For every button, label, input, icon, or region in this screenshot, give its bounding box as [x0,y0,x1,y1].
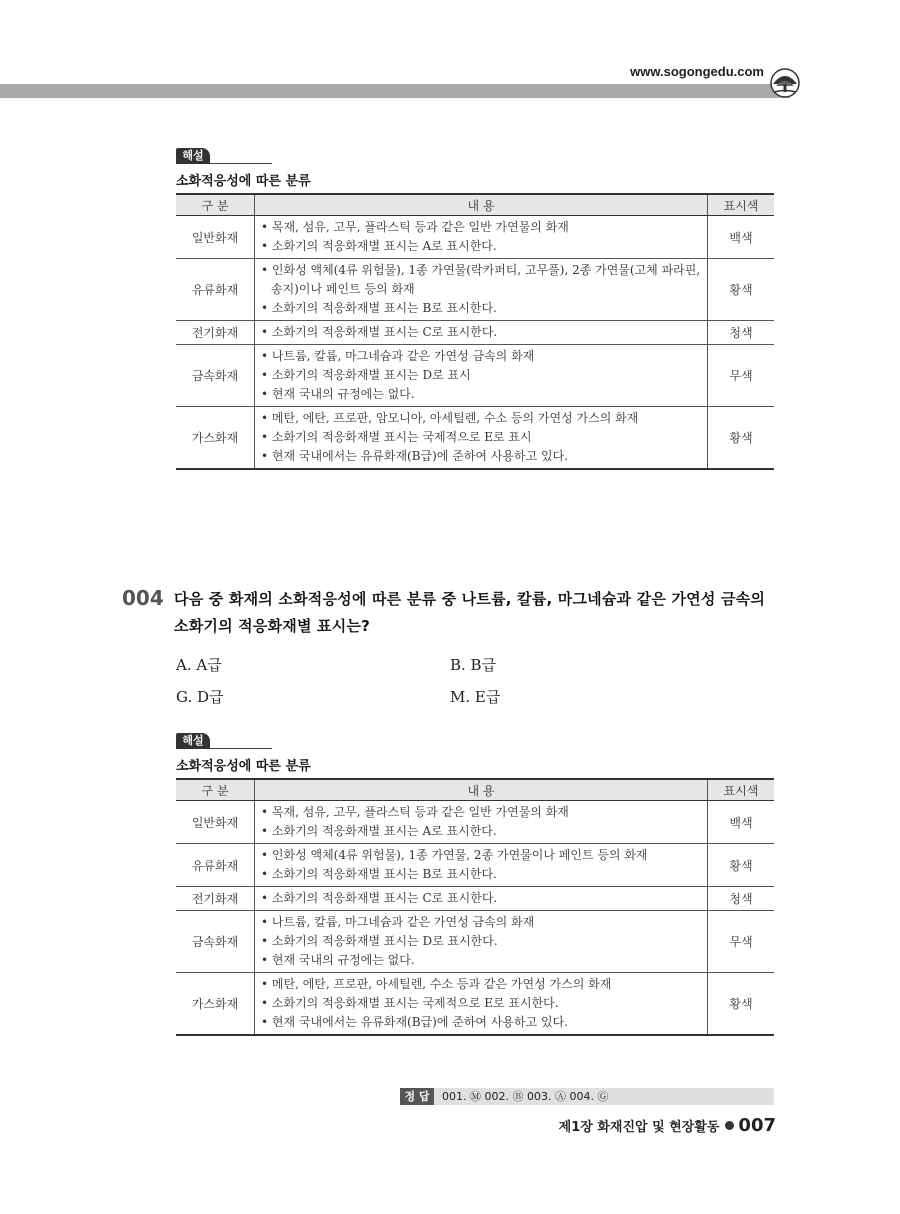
content-line: • 소화기의 적응화재별 표시는 C로 표시한다. [261,889,703,908]
row-content [255,321,708,345]
content-line: • 메탄, 에탄, 프로판, 아세틸렌, 수소 등과 같은 가연성 가스의 화재 [261,975,703,994]
row-color: 청색 [708,887,775,911]
content-line: • 나트륨, 칼륨, 마그네슘과 같은 가연성 금속의 화재 [261,347,703,366]
page-footer [559,1115,776,1136]
table-row [176,887,774,911]
content-line: • 소화기의 적응화재별 표시는 B로 표시한다. [261,299,703,318]
table-row [176,973,774,1036]
explanation-tag [176,733,272,753]
header-category: 구 분 [176,779,255,801]
row-color: 백색 [708,216,775,259]
header-bar [0,84,790,98]
content-line: • 현재 국내에서는 유류화재(B급)에 준하여 사용하고 있다. [261,1013,703,1032]
site-url: www.sogongedu.com [630,64,764,79]
row-content [255,345,708,407]
table-row [176,216,774,259]
content-line: • 현재 국내에서는 유류화재(B급)에 준하여 사용하고 있다. [261,447,703,466]
content-line: • 소화기의 적응화재별 표시는 A로 표시한다. [261,822,703,841]
tree-logo-icon [768,64,802,98]
content-line: • 소화기의 적응화재별 표시는 B로 표시한다. [261,865,703,884]
row-color: 무색 [708,345,775,407]
header-category: 구 분 [176,194,255,216]
row-category: 금속화재 [176,911,255,973]
table-row [176,911,774,973]
row-category: 가스화재 [176,407,255,470]
row-color: 백색 [708,801,775,844]
classification-table [176,778,774,1036]
row-category: 금속화재 [176,345,255,407]
header-color: 표시색 [708,779,775,801]
content-line: • 현재 국내의 규정에는 없다. [261,385,703,404]
content-line: • 나트륨, 칼륨, 마그네슘과 같은 가연성 금속의 화재 [261,913,703,932]
page-number: 007 [738,1115,776,1136]
header-color: 표시색 [708,194,775,216]
explanation-label: 해설 [176,733,210,749]
content-line: • 인화성 액체(4류 위험물), 1종 가연물, 2종 가연물이나 페인트 등의 화재 [261,846,703,865]
header-content: 내 용 [255,194,708,216]
content-line: • 현재 국내의 규정에는 없다. [261,951,703,970]
row-content [255,407,708,470]
row-category: 일반화재 [176,216,255,259]
option-m[interactable]: M. E급 [450,688,501,706]
answer-bar [400,1088,774,1105]
row-color: 황색 [708,407,775,470]
row-color: 황색 [708,844,775,887]
content-line: • 소화기의 적응화재별 표시는 C로 표시한다. [261,323,703,342]
row-category: 유류화재 [176,844,255,887]
row-category: 가스화재 [176,973,255,1036]
explanation-label: 해설 [176,148,210,164]
chapter-title: 제1장 화재진압 및 현장활동 [558,1120,720,1135]
answer-text: 001. Ⓜ 002. Ⓑ 003. Ⓐ 004. Ⓖ [442,1090,609,1103]
table-row [176,844,774,887]
content-line: • 메탄, 에탄, 프로판, 암모니아, 아세틸렌, 수소 등의 가연성 가스의 화재 [261,409,703,428]
explanation-tag [176,148,272,168]
row-color: 청색 [708,321,775,345]
table-row [176,345,774,407]
question-text: 다음 중 화재의 소화적응성에 따른 분류 중 나트륨, 칼륨, 마그네슘과 같은 가연성 금속의 소화기의 적응화재별 표시는? [174,590,766,635]
content-line: • 소화기의 적응화재별 표시는 D로 표시한다. [261,932,703,951]
table-row [176,321,774,345]
classification-table [176,193,774,470]
row-content [255,844,708,887]
row-content [255,911,708,973]
row-content [255,801,708,844]
row-content [255,216,708,259]
option-a[interactable]: A. A급 [176,656,222,674]
section-title: 소화적응성에 따른 분류 [176,759,311,774]
bullet-icon [725,1121,734,1130]
row-category: 일반화재 [176,801,255,844]
question-number: 004 [122,586,164,610]
content-line: • 소화기의 적응화재별 표시는 국제적으로 E로 표시 [261,428,703,447]
table-row [176,259,774,321]
row-category: 전기화재 [176,887,255,911]
row-content [255,259,708,321]
option-b[interactable]: B. B급 [450,656,497,674]
row-content [255,887,708,911]
answer-label: 정 답 [400,1088,434,1105]
row-color: 무색 [708,911,775,973]
content-line: • 소화기의 적응화재별 표시는 D로 표시 [261,366,703,385]
row-category: 전기화재 [176,321,255,345]
content-line: • 인화성 액체(4류 위험물), 1종 가연물(락카퍼티, 고무풀), 2종 가연물(고체 파라핀, 송지)이나 페인트 등의 화재 [261,261,703,299]
content-line: • 목재, 섬유, 고무, 플라스틱 등과 같은 일반 가연물의 화재 [261,803,703,822]
content-line: • 소화기의 적응화재별 표시는 국제적으로 E로 표시한다. [261,994,703,1013]
option-g[interactable]: G. D급 [176,688,224,706]
content-line: • 목재, 섬유, 고무, 플라스틱 등과 같은 일반 가연물의 화재 [261,218,703,237]
content-line: • 소화기의 적응화재별 표시는 A로 표시한다. [261,237,703,256]
row-category: 유류화재 [176,259,255,321]
table-row [176,801,774,844]
section-title: 소화적응성에 따른 분류 [176,174,311,189]
table-row [176,407,774,470]
header-content: 내 용 [255,779,708,801]
row-color: 황색 [708,973,775,1036]
row-color: 황색 [708,259,775,321]
row-content [255,973,708,1036]
